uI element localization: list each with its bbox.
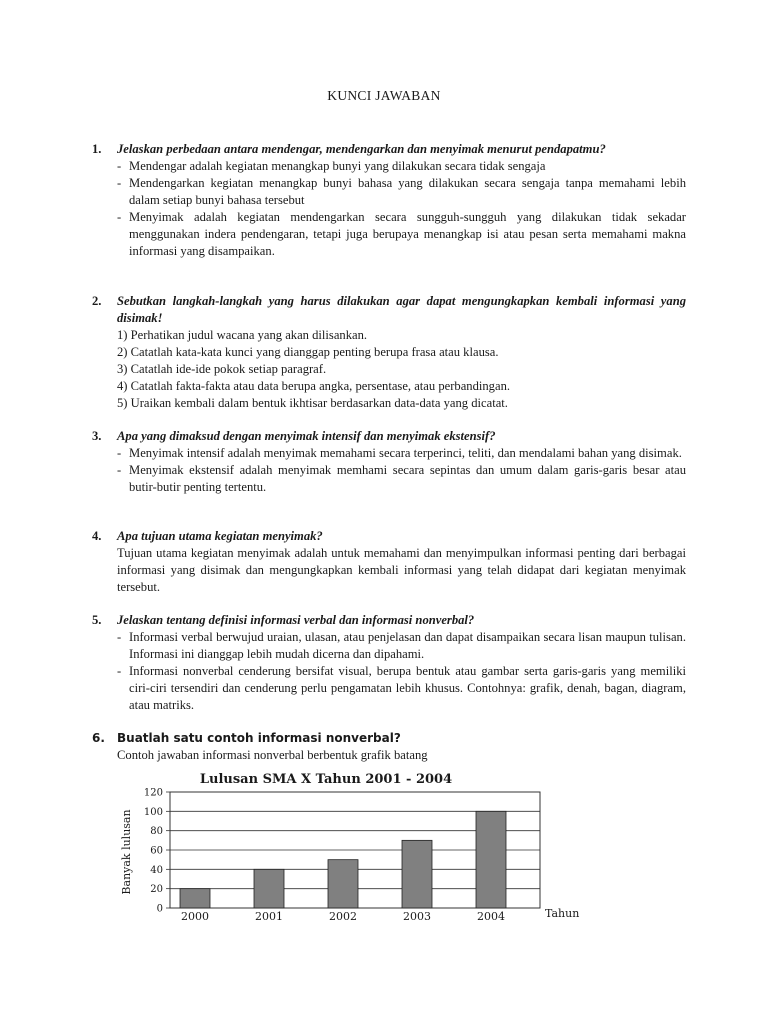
y-tick-label: 80 xyxy=(150,826,163,838)
x-tick-label: 2003 xyxy=(403,910,431,923)
question-number: 2. xyxy=(92,294,102,308)
bar xyxy=(402,840,432,908)
x-axis-label: Tahun xyxy=(545,907,580,920)
answer-bullet: - Menyimak adalah kegiatan mendengarkan secara sungguh-sungguh yang dilakukan tidak sekadar menggunakan indera pendengaran, tetapi juga berupaya menangkap isi atau pesan serta memahami makna informasi yang disampaikan. xyxy=(117,210,686,258)
answer-step: 2) Catatlah kata-kata kunci yang dianggap penting berupa frasa atau klausa. xyxy=(117,345,499,359)
question-text: Buatlah satu contoh informasi nonverbal? xyxy=(117,731,401,745)
y-tick-label: 20 xyxy=(150,884,163,896)
page-title: KUNCI JAWABAN xyxy=(327,88,441,103)
answer-bullet: - Informasi nonverbal cenderung bersifat visual, berupa bentuk atau gambar serta garis-garis yang memiliki ciri-ciri tersendiri dan cenderung perlu pengamatan lebih khusus. Contohnya: grafik, denah, bagan, diagram, atau matriks. xyxy=(117,664,686,712)
question-5 xyxy=(92,612,686,714)
bar-chart xyxy=(112,766,592,926)
answer-step: 5) Uraikan kembali dalam bentuk ikhtisar berdasarkan data-data yang dicatat. xyxy=(117,396,508,410)
y-tick-label: 40 xyxy=(150,864,163,876)
bar xyxy=(476,811,506,908)
x-tick-label: 2000 xyxy=(181,910,209,923)
answer-bullet: - Informasi verbal berwujud uraian, ulasan, atau penjelasan dan dapat disampaikan secara lisan maupun tulisan. Informasi ini dianggap lebih mudah dicerna dan dipahami. xyxy=(117,630,686,661)
answer-step: 1) Perhatikan judul wacana yang akan dilisankan. xyxy=(117,328,368,342)
question-3 xyxy=(92,428,686,496)
bar xyxy=(328,860,358,908)
question-4 xyxy=(92,528,686,596)
question-2 xyxy=(92,293,686,412)
question-text: Jelaskan perbedaan antara mendengar, mendengarkan dan menyimak menurut pendapatmu? xyxy=(117,142,606,156)
x-tick-label: 2004 xyxy=(477,910,505,923)
question-text: Apa yang dimaksud dengan menyimak intensif dan menyimak ekstensif? xyxy=(117,429,496,443)
y-tick-label: 60 xyxy=(150,845,163,857)
question-6 xyxy=(92,730,686,764)
answer-paragraph: Tujuan utama kegiatan menyimak adalah untuk memahami dan menyimpulkan informasi penting dari berbagai informasi yang disimak dan mengungkapkan kembali informasi yang telah didapat dari kegiatan menyimak tersebut. xyxy=(117,546,686,594)
question-number: 3. xyxy=(92,429,102,443)
y-tick-label: 120 xyxy=(143,787,163,799)
bar xyxy=(254,869,284,908)
question-text: Jelaskan tentang definisi informasi verbal dan informasi nonverbal? xyxy=(117,613,475,627)
question-1 xyxy=(92,141,686,260)
answer-step: 3) Catatlah ide-ide pokok setiap paragraf. xyxy=(117,362,327,376)
answer-bullet: - Mendengarkan kegiatan menangkap bunyi bahasa yang dilakukan secara sengaja tanpa memahami lebih dalam setiap bunyi bahasa tersebut xyxy=(117,176,686,207)
question-number: 4. xyxy=(92,529,102,543)
y-tick-label: 0 xyxy=(156,903,163,915)
question-text: Sebutkan langkah-langkah yang harus dilakukan agar dapat mengungkapkan kembali informasi yang disimak! xyxy=(117,294,686,325)
answer-bullet: - Menyimak intensif adalah menyimak memahami secara terperinci, teliti, dan mendalami bahan yang disimak. xyxy=(117,446,682,460)
question-number: 5. xyxy=(92,613,102,627)
answer-bullet: - Mendengar adalah kegiatan menangkap bunyi yang dilakukan secara tidak sengaja xyxy=(117,159,546,173)
x-tick-label: 2001 xyxy=(255,910,283,923)
chart-title: Lulusan SMA X Tahun 2001 - 2004 xyxy=(199,772,453,787)
answer-paragraph: Contoh jawaban informasi nonverbal berbentuk grafik batang xyxy=(117,748,428,762)
question-number: 1. xyxy=(92,142,102,156)
x-tick-label: 2002 xyxy=(329,910,357,923)
bar xyxy=(180,889,210,908)
y-tick-label: 100 xyxy=(143,806,163,818)
question-text: Apa tujuan utama kegiatan menyimak? xyxy=(117,529,323,543)
answer-bullet: - Menyimak ekstensif adalah menyimak memhami secara sepintas dan umum dalam garis-garis besar atau butir-butir penting tertentu. xyxy=(117,463,686,494)
answer-step: 4) Catatlah fakta-fakta atau data berupa angka, persentase, atau perbandingan. xyxy=(117,379,511,393)
y-axis-label: Banyak lulusan xyxy=(120,809,133,895)
question-number: 6. xyxy=(92,731,105,745)
